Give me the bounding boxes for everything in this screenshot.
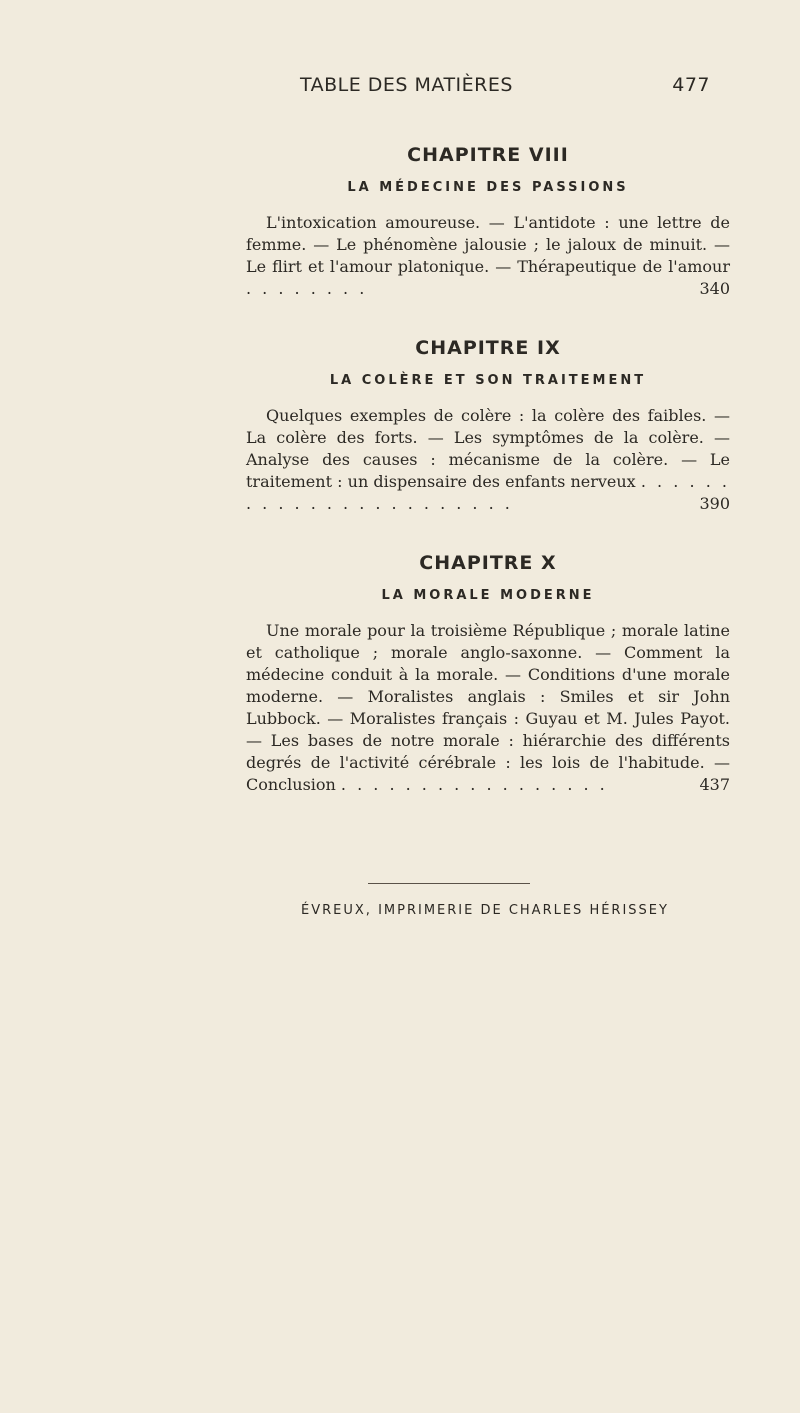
- footer-rule: [368, 883, 530, 884]
- chapter-heading: CHAPITRE VIII: [407, 144, 569, 166]
- running-head: [300, 74, 710, 100]
- dot-leader: . . . . . . . . . . . . . . . . . . . . . . .: [246, 472, 730, 513]
- chapter-subheading: LA MORALE MODERNE: [381, 588, 595, 603]
- chapter-x: [246, 552, 730, 796]
- chapter-page-ref: 340: [699, 279, 730, 298]
- summary-text: L'intoxication amoureuse. — L'antidote : une lettre de femme. — Le phénomène jalousie ; le jaloux de minuit. — Le flirt et l'amour platonique. — Thérapeutique de l'amour: [246, 213, 730, 276]
- chapter-viii: [246, 144, 730, 300]
- chapter-summary: [246, 620, 730, 796]
- chapter-summary: [246, 405, 730, 515]
- chapter-ix: [246, 337, 730, 515]
- summary-text: Une morale pour la troisième République ; morale latine et catholique ; morale anglo-saxonne. — Comment la médecine conduit à la morale. — Conditions d'une morale moderne. — Moralistes anglais : Smiles et sir John Lubbock. — Moralistes français : Guyau et M. Jules Payot. — Les bases de notre morale : hiérarchie des différents degrés de l'activité cérébrale : les lois de l'habitude. — Conclusion: [246, 621, 730, 794]
- chapter-summary: [246, 212, 730, 300]
- summary-text: Quelques exemples de colère : la colère des faibles. — La colère des forts. — Les symptômes de la colère. — Analyse des causes : mécanisme de la colère. — Le traitement : un dispensaire des enfants nerveux: [246, 406, 730, 491]
- printer-imprint: ÉVREUX, IMPRIMERIE DE CHARLES HÉRISSEY: [301, 903, 669, 918]
- chapter-subheading: LA COLÈRE ET SON TRAITEMENT: [329, 373, 647, 388]
- chapter-heading: CHAPITRE IX: [415, 337, 561, 359]
- chapter-subheading: LA MÉDECINE DES PASSIONS: [347, 180, 629, 195]
- page-number: 477: [672, 74, 710, 96]
- chapter-page-ref: 390: [699, 494, 730, 513]
- dot-leader: . . . . . . . .: [246, 279, 368, 298]
- dot-leader: . . . . . . . . . . . . . . . . .: [340, 775, 608, 794]
- chapter-heading: CHAPITRE X: [419, 552, 557, 574]
- chapter-page-ref: 437: [699, 775, 730, 794]
- running-title: TABLE DES MATIÈRES: [300, 74, 513, 96]
